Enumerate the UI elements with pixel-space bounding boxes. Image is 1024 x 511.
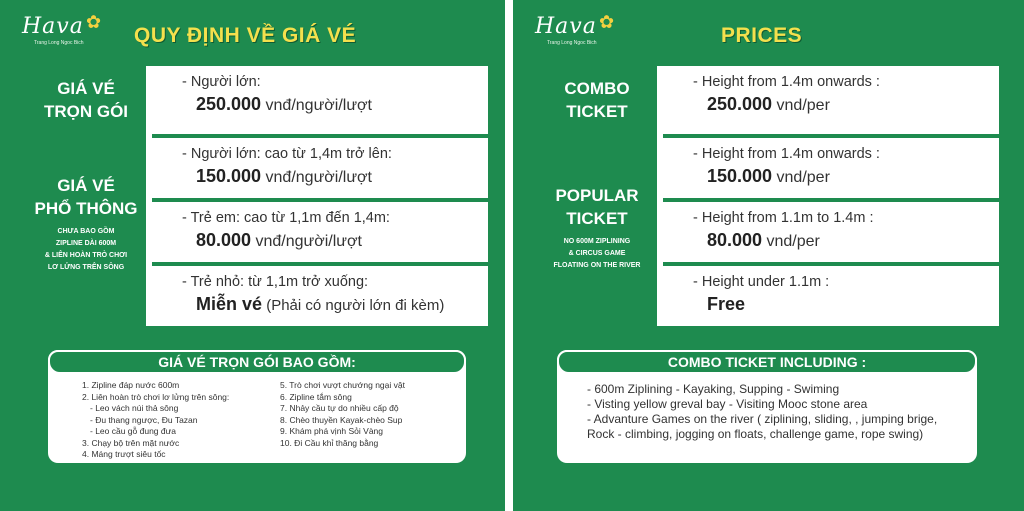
list-item: 5. Trò chơi vượt chướng ngại vật (280, 380, 405, 390)
child-price-unit: vnd/per (762, 233, 820, 250)
list-item: 3. Chạy bộ trên mặt nước (82, 437, 180, 448)
combo-price-unit: vnd/per (772, 97, 830, 114)
popular-note-3: & LIÊN HOÀN TRÒ CHƠI (44, 252, 128, 259)
toddler-row (152, 266, 488, 326)
combo-price-amount: 250.000 (707, 94, 773, 114)
adult-price-unit: vnđ/người/lượt (261, 169, 372, 186)
list-item: 9. Khám phá vịnh Sỏi Vàng (280, 426, 384, 436)
toddler-price (182, 294, 488, 315)
combo-header-line1: GIÁ VÉ (57, 79, 115, 98)
price-table (537, 66, 999, 326)
inclusions-list (587, 382, 967, 442)
inclusions-col-1 (82, 380, 229, 461)
list-item: 7. Nhảy cầu tự do nhiều cấp độ (280, 403, 399, 413)
list-item: Rock - climbing, jogging on floats, challenge game, rope swing) (587, 427, 924, 441)
inclusions-title: COMBO TICKET INCLUDING : (557, 350, 977, 374)
child-label: - Height from 1.1m to 1.4m : (693, 210, 874, 226)
combo-price (693, 94, 999, 115)
combo-price-unit: vnđ/người/lượt (261, 97, 372, 114)
adult-price-unit: vnd/per (772, 169, 830, 186)
vietnamese-price-panel (0, 0, 505, 511)
child-price (182, 230, 488, 251)
child-row (663, 202, 999, 262)
logo-word: Hava (22, 14, 84, 39)
popular-note-1: CHƯA BAO GỒM (57, 228, 115, 235)
combo-price-amount: 250.000 (196, 94, 262, 114)
popular-header-line1: GIÁ VÉ (57, 176, 115, 195)
popular-header (537, 138, 657, 326)
combo-header-line2: TRỌN GÓI (43, 102, 129, 121)
logo-tagline: Trang Long Ngoc Bich (547, 40, 597, 46)
adult-price (693, 166, 999, 187)
toddler-label: - Trẻ nhỏ: từ 1,1m trở xuống: (182, 274, 369, 290)
logo-tagline: Trang Long Ngoc Bich (34, 40, 84, 46)
adult-label: - Người lớn: cao từ 1,4m trở lên: (182, 146, 392, 162)
combo-header-line1: COMBO (564, 79, 630, 98)
inclusions-box (557, 350, 977, 463)
combo-row (663, 66, 999, 134)
inclusions-box (48, 350, 466, 463)
popular-header-line1: POPULAR (555, 186, 639, 205)
toddler-price-amount: Miễn vé (196, 294, 263, 314)
list-item: - Leo cầu gỗ đung đưa (90, 426, 177, 436)
combo-price (182, 94, 488, 115)
list-item: 6. Zipline tắm sông (280, 391, 352, 402)
child-price-amount: 80.000 (707, 230, 763, 250)
popular-header-line2: PHỔ THÔNG (34, 199, 138, 218)
toddler-price-amount: Free (707, 294, 746, 314)
popular-header-line2: TICKET (566, 209, 628, 228)
list-item: - Advanture Games on the river ( ziplining, sliding, , jumping brige, (587, 412, 938, 426)
combo-header-line2: TICKET (566, 102, 628, 121)
list-item: - 600m Ziplining - Kayaking, Supping - Swiming (587, 382, 840, 396)
flower-icon: ✿ (86, 12, 102, 32)
logo-word: Hava (535, 14, 597, 39)
child-label: - Trẻ em: cao từ 1,1m đến 1,4m: (182, 210, 390, 226)
list-item: 1. Zipline đáp nước 600m (82, 380, 180, 390)
list-item: 10. Đi Cầu khỉ thăng bằng (280, 437, 379, 448)
popular-header (26, 138, 146, 326)
toddler-price-unit: (Phải có người lớn đi kèm) (262, 297, 445, 314)
adult-label: - Height from 1.4m onwards : (693, 146, 880, 162)
list-item: 8. Chèo thuyền Kayak-chèo Sup (280, 414, 403, 425)
list-item: 4. Máng trượt siêu tốc (82, 449, 166, 459)
child-row (152, 202, 488, 262)
popular-note-2: ZIPLINE DÀI 600M (55, 240, 117, 247)
popular-note-1: NO 600M ZIPLINING (563, 238, 631, 245)
toddler-label: - Height under 1.1m : (693, 274, 830, 290)
combo-row (152, 66, 488, 134)
hava-logo (22, 14, 112, 50)
list-item: - Leo vách núi thả sông (90, 403, 179, 413)
child-price-amount: 80.000 (196, 230, 252, 250)
page-title: QUY ĐỊNH VỀ GIÁ VÉ (134, 24, 357, 47)
list-item: - Visting yellow greval bay - Visiting Mooc stone area (587, 397, 868, 411)
popular-note-2: & CIRCUS GAME (568, 250, 626, 257)
inclusions-col-2 (280, 380, 405, 449)
adult-price (182, 166, 488, 187)
combo-label: - Người lớn: (182, 74, 261, 90)
combo-header (26, 66, 146, 134)
popular-note-3: FLOATING ON THE RIVER (553, 262, 641, 269)
adult-row (663, 138, 999, 198)
inclusions-title: GIÁ VÉ TRỌN GÓI BAO GỒM: (48, 350, 466, 374)
english-price-panel (513, 0, 1024, 511)
child-price-unit: vnđ/người/lượt (251, 233, 362, 250)
child-price (693, 230, 999, 251)
list-item: - Đu thang ngược, Đu Tazan (90, 414, 198, 425)
combo-label: - Height from 1.4m onwards : (693, 74, 880, 90)
adult-price-amount: 150.000 (196, 166, 262, 186)
flower-icon: ✿ (599, 12, 615, 32)
adult-price-amount: 150.000 (707, 166, 773, 186)
page-title: PRICES (721, 24, 803, 47)
combo-header (537, 66, 657, 134)
toddler-price (693, 294, 999, 315)
popular-note-4: LƠ LỬNG TRÊN SÔNG (47, 264, 125, 271)
adult-row (152, 138, 488, 198)
toddler-row (663, 266, 999, 326)
hava-logo (535, 14, 625, 50)
price-table (26, 66, 488, 326)
list-item: 2. Liên hoàn trò chơi lơ lửng trên sông: (82, 391, 230, 402)
